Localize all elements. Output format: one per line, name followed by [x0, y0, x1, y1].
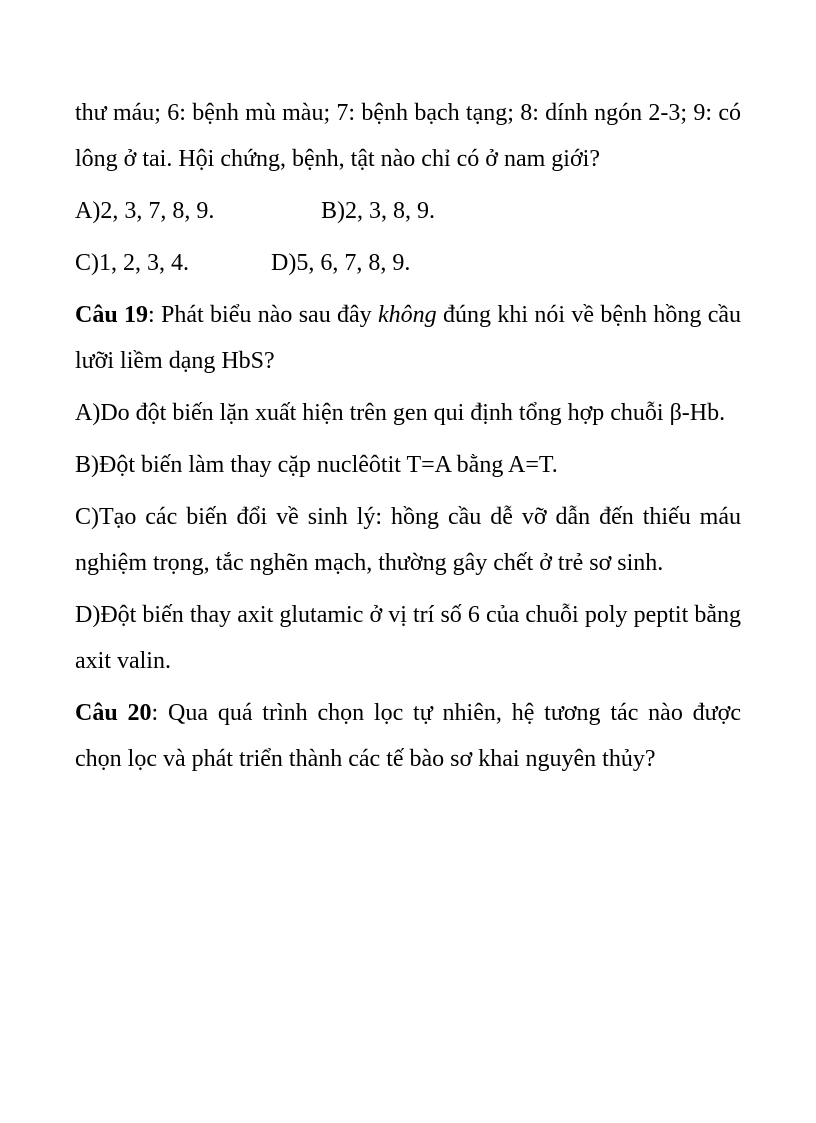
question-18-options-row-2 — [75, 240, 741, 286]
question-19-option-c: C)Tạo các biến đổi về sinh lý: hồng cầu dễ vỡ dẫn đến thiếu máu nghiệm trọng, tắc nghẽn mạch, thường gây chết ở trẻ sơ sinh. — [75, 504, 741, 576]
question-19-stem-after: đúng khi nói về bệnh hồng cầu lưỡi liềm dạng HbS? — [75, 302, 742, 374]
question-18-stem: thư máu; 6: bệnh mù màu; 7: bệnh bạch tạng; 8: dính ngón 2-3; 9: có lông ở tai. Hội chứng, bệnh, tật nào chỉ có ở nam giới? — [75, 100, 741, 172]
question-19-stem — [75, 292, 741, 384]
question-18-option-d: D)5, 6, 7, 8, 9. — [271, 250, 411, 276]
question-18-option-a: A)2, 3, 7, 8, 9. — [75, 198, 215, 224]
question-19-option-a: A)Do đột biến lặn xuất hiện trên gen qui định tổng hợp chuỗi β-Hb. — [75, 400, 726, 426]
question-18-option-c: C)1, 2, 3, 4. — [75, 250, 189, 276]
question-20-stem — [75, 690, 741, 782]
question-18-options-row-1 — [75, 188, 741, 234]
document-page — [75, 90, 741, 788]
question-19-option-b: B)Đột biến làm thay cặp nuclêôtit T=A bằng A=T. — [75, 452, 558, 478]
question-18-option-b: B)2, 3, 8, 9. — [321, 198, 435, 224]
question-20-stem-text: : Qua quá trình chọn lọc tự nhiên, hệ tương tác nào được chọn lọc và phát triển thành các tế bào sơ khai nguyên thủy? — [75, 700, 741, 772]
question-19-label: Câu 19 — [75, 302, 149, 328]
question-19-stem-before: : Phát biểu nào sau đây — [148, 302, 379, 328]
question-20-label: Câu 20 — [75, 700, 152, 726]
question-19-emphasis: không — [378, 302, 437, 328]
question-19-option-d: D)Đột biến thay axit glutamic ở vị trí số 6 của chuỗi poly peptit bằng axit valin. — [75, 602, 741, 674]
